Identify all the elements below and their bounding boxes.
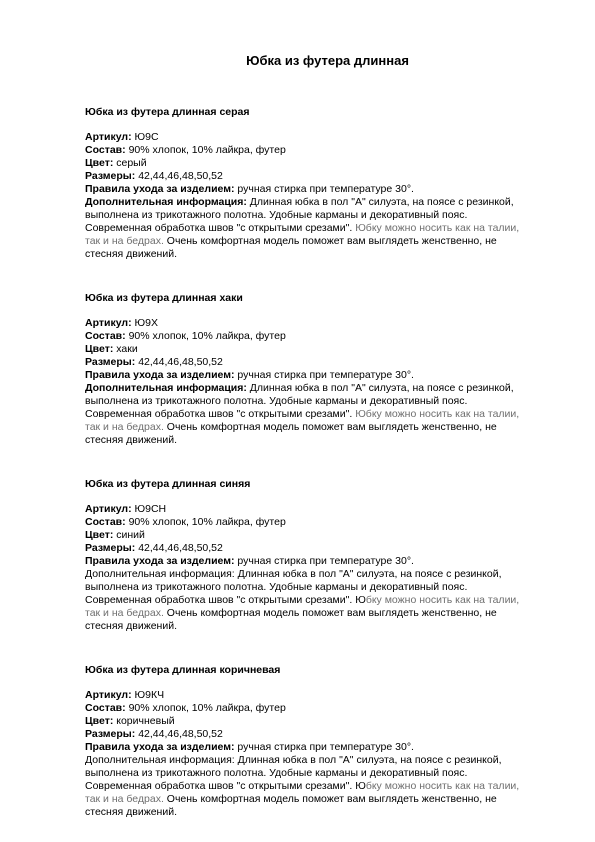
sizes-value: 42,44,46,48,50,52 bbox=[138, 542, 223, 554]
composition-row bbox=[85, 330, 540, 343]
care-label: Правила ухода за изделием: bbox=[85, 741, 235, 753]
article-row bbox=[85, 317, 540, 330]
extra-info-muted-text: Юбку можно носить как на талии, bbox=[355, 408, 520, 420]
extra-info-line: стесняя движений. bbox=[85, 620, 177, 632]
article-value: Ю9С bbox=[134, 131, 159, 143]
extra-info-line bbox=[85, 594, 540, 607]
article-row bbox=[85, 503, 540, 516]
extra-info-line: стесняя движений. bbox=[85, 806, 177, 818]
composition-label: Состав: bbox=[85, 330, 126, 342]
color-row bbox=[85, 715, 540, 728]
document-title: Юбка из футера длинная bbox=[246, 53, 409, 68]
sizes-row bbox=[85, 356, 540, 369]
extra-info-label: Дополнительная информация: bbox=[85, 568, 235, 580]
composition-value: 90% хлопок, 10% лайкра, футер bbox=[128, 144, 286, 156]
extra-info-label: Дополнительная информация: bbox=[85, 196, 247, 208]
care-value: ручная стирка при температуре 30°. bbox=[237, 369, 414, 381]
sizes-label: Размеры: bbox=[85, 728, 136, 740]
product-title: Юбка из футера длинная серая bbox=[85, 106, 250, 118]
extra-info-line: стесняя движений. bbox=[85, 434, 177, 446]
care-row bbox=[85, 369, 540, 382]
product-title: Юбка из футера длинная хаки bbox=[85, 292, 243, 304]
color-label: Цвет: bbox=[85, 157, 114, 169]
product-title: Юбка из футера длинная синяя bbox=[85, 478, 251, 490]
composition-label: Состав: bbox=[85, 516, 126, 528]
extra-info-line bbox=[85, 222, 540, 235]
extra-info-line bbox=[85, 754, 540, 767]
composition-value: 90% хлопок, 10% лайкра, футер bbox=[128, 330, 286, 342]
article-label: Артикул: bbox=[85, 131, 132, 143]
care-row bbox=[85, 555, 540, 568]
extra-info-line bbox=[85, 196, 540, 209]
composition-row bbox=[85, 144, 540, 157]
extra-info-text: Современная обработка швов "с открытыми срезами". bbox=[85, 222, 356, 234]
extra-info-line bbox=[85, 793, 540, 806]
article-value: Ю9Х bbox=[134, 317, 158, 329]
extra-info-muted-text: Юбку можно носить как на талии, bbox=[355, 222, 520, 234]
color-row bbox=[85, 157, 540, 170]
sizes-value: 42,44,46,48,50,52 bbox=[138, 170, 223, 182]
product-section bbox=[85, 106, 540, 261]
extra-info-line bbox=[85, 382, 540, 395]
extra-info-label: Дополнительная информация: bbox=[85, 382, 247, 394]
extra-info-text: Длинная юбка в пол "А" силуэта, на поясе с резинкой, bbox=[237, 568, 502, 580]
extra-info-muted-text: так и на бедрах. bbox=[85, 793, 164, 805]
product-section bbox=[85, 664, 540, 819]
article-value: Ю9СН bbox=[134, 503, 167, 515]
composition-label: Состав: bbox=[85, 144, 126, 156]
care-label: Правила ухода за изделием: bbox=[85, 369, 235, 381]
extra-info-text: Длинная юбка в пол "А" силуэта, на поясе с резинкой, bbox=[249, 196, 514, 208]
sizes-row bbox=[85, 170, 540, 183]
care-row bbox=[85, 741, 540, 754]
color-value: хаки bbox=[116, 343, 138, 355]
extra-info-text: Современная обработка швов "с открытыми срезами". bbox=[85, 408, 356, 420]
extra-info-muted-text: бку можно носить как на талии, bbox=[365, 594, 520, 606]
composition-row bbox=[85, 516, 540, 529]
extra-info-text: Длинная юбка в пол "А" силуэта, на поясе с резинкой, bbox=[249, 382, 514, 394]
composition-row bbox=[85, 702, 540, 715]
color-value: серый bbox=[116, 157, 147, 169]
sizes-row bbox=[85, 728, 540, 741]
product-section bbox=[85, 292, 540, 447]
composition-value: 90% хлопок, 10% лайкра, футер bbox=[128, 702, 286, 714]
extra-info-line: стесняя движений. bbox=[85, 248, 177, 260]
color-value: коричневый bbox=[116, 715, 175, 727]
composition-label: Состав: bbox=[85, 702, 126, 714]
extra-info-text: Длинная юбка в пол "А" силуэта, на поясе с резинкой, bbox=[237, 754, 502, 766]
sizes-value: 42,44,46,48,50,52 bbox=[138, 728, 223, 740]
color-label: Цвет: bbox=[85, 715, 114, 727]
extra-info-text: Очень комфортная модель поможет вам выглядеть женственно, не bbox=[163, 235, 497, 247]
extra-info-line bbox=[85, 235, 540, 248]
color-label: Цвет: bbox=[85, 529, 114, 541]
extra-info-line bbox=[85, 421, 540, 434]
article-label: Артикул: bbox=[85, 503, 132, 515]
care-value: ручная стирка при температуре 30°. bbox=[237, 741, 414, 753]
extra-info-muted-text: так и на бедрах. bbox=[85, 421, 164, 433]
extra-info-line: выполнена из трикотажного полотна. Удобные карманы и декоративный пояс. bbox=[85, 767, 468, 779]
color-row bbox=[85, 529, 540, 542]
extra-info-line bbox=[85, 607, 540, 620]
product-title: Юбка из футера длинная коричневая bbox=[85, 664, 281, 676]
extra-info-text: Современная обработка швов "с открытыми срезами". Ю bbox=[85, 594, 366, 606]
extra-info-muted-text: так и на бедрах. bbox=[85, 607, 164, 619]
article-value: Ю9КЧ bbox=[134, 689, 165, 701]
extra-info-text: Современная обработка швов "с открытыми срезами". Ю bbox=[85, 780, 366, 792]
article-row bbox=[85, 689, 540, 702]
extra-info-line bbox=[85, 408, 540, 421]
composition-value: 90% хлопок, 10% лайкра, футер bbox=[128, 516, 286, 528]
extra-info-muted-text: так и на бедрах. bbox=[85, 235, 164, 247]
extra-info-line bbox=[85, 780, 540, 793]
article-label: Артикул: bbox=[85, 317, 132, 329]
extra-info-text: Очень комфортная модель поможет вам выглядеть женственно, не bbox=[163, 607, 497, 619]
product-section bbox=[85, 478, 540, 633]
extra-info-line: выполнена из трикотажного полотна. Удобные карманы и декоративный пояс. bbox=[85, 581, 468, 593]
sizes-label: Размеры: bbox=[85, 170, 136, 182]
article-label: Артикул: bbox=[85, 689, 132, 701]
color-row bbox=[85, 343, 540, 356]
sizes-label: Размеры: bbox=[85, 356, 136, 368]
care-label: Правила ухода за изделием: bbox=[85, 555, 235, 567]
extra-info-line: выполнена из трикотажного полотна. Удобные карманы и декоративный пояс. bbox=[85, 395, 468, 407]
care-value: ручная стирка при температуре 30°. bbox=[237, 555, 414, 567]
article-row bbox=[85, 131, 540, 144]
extra-info-text: Очень комфортная модель поможет вам выглядеть женственно, не bbox=[163, 793, 497, 805]
care-label: Правила ухода за изделием: bbox=[85, 183, 235, 195]
sizes-row bbox=[85, 542, 540, 555]
care-row bbox=[85, 183, 540, 196]
extra-info-line bbox=[85, 568, 540, 581]
extra-info-label: Дополнительная информация: bbox=[85, 754, 235, 766]
sizes-value: 42,44,46,48,50,52 bbox=[138, 356, 223, 368]
care-value: ручная стирка при температуре 30°. bbox=[237, 183, 414, 195]
extra-info-text: Очень комфортная модель поможет вам выглядеть женственно, не bbox=[163, 421, 497, 433]
extra-info-muted-text: бку можно носить как на талии, bbox=[365, 780, 520, 792]
color-value: синий bbox=[116, 529, 145, 541]
extra-info-line: выполнена из трикотажного полотна. Удобные карманы и декоративный пояс. bbox=[85, 209, 468, 221]
color-label: Цвет: bbox=[85, 343, 114, 355]
sizes-label: Размеры: bbox=[85, 542, 136, 554]
